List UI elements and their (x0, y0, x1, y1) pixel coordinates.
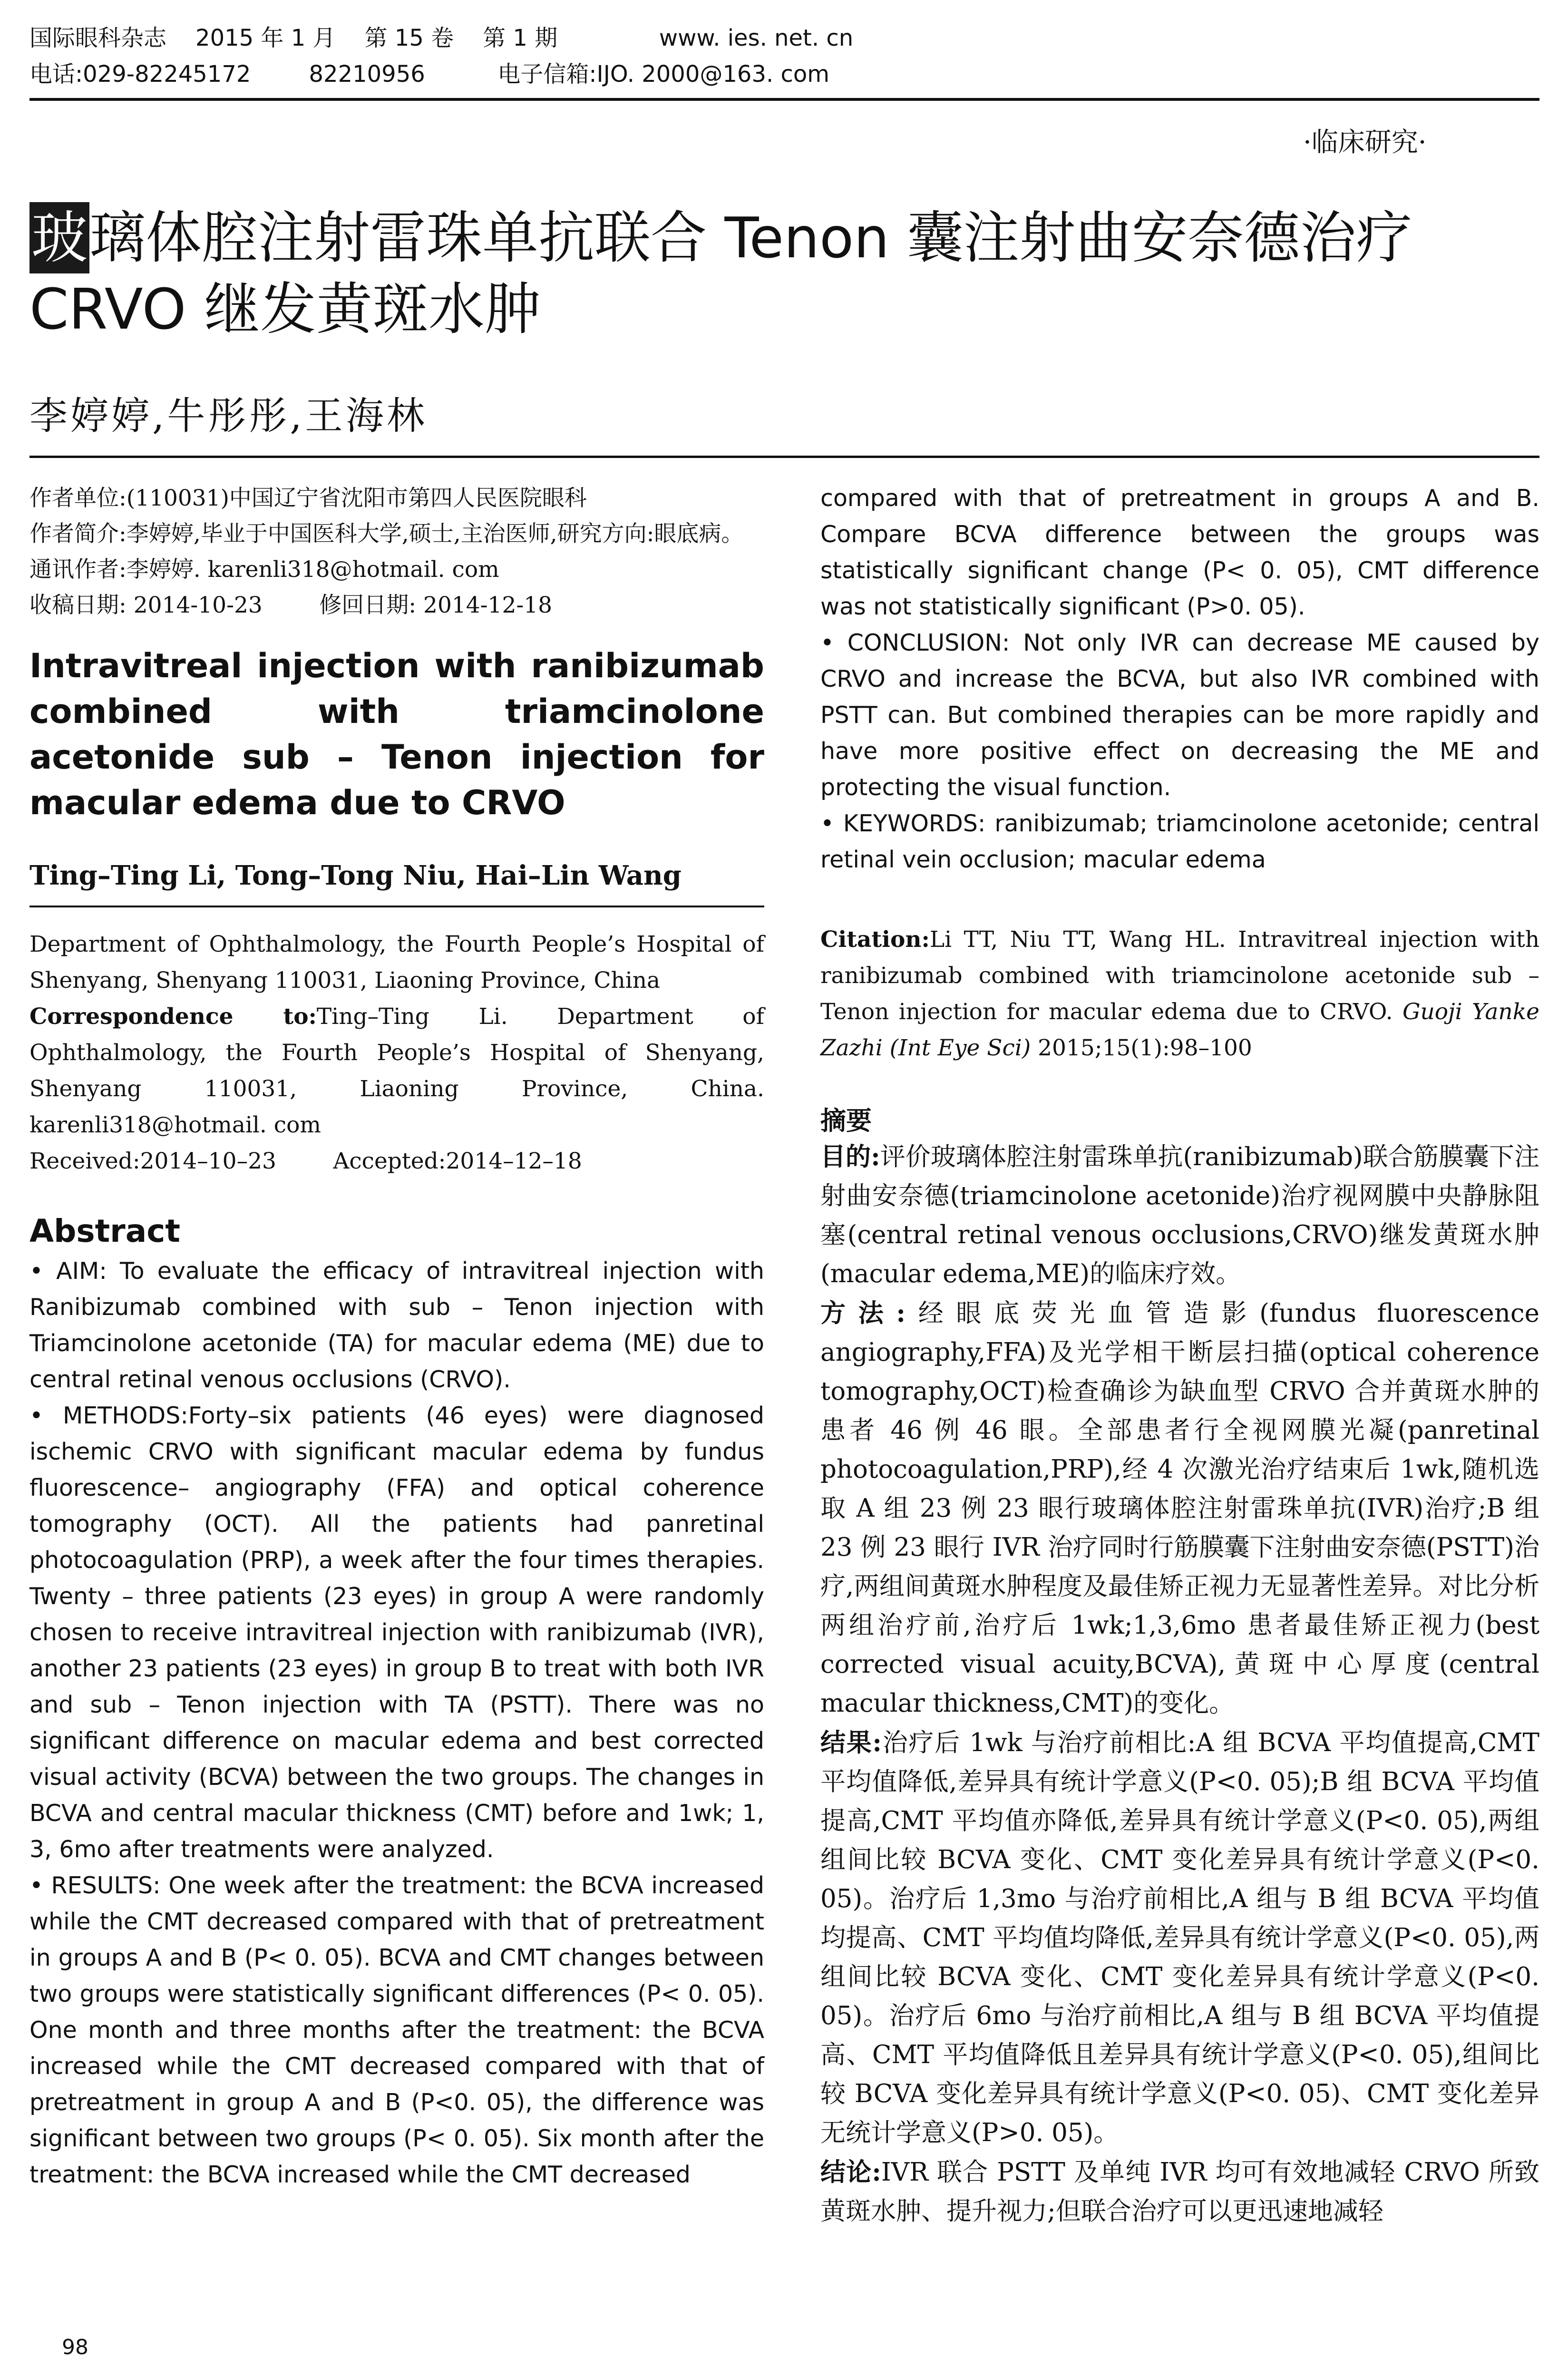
citation-label: Citation: (820, 926, 930, 953)
author-info (29, 480, 764, 623)
abstract-aim (29, 1253, 764, 1398)
zh-results-text: 治疗后 1wk 与治疗前相比:A 组 BCVA 平均值提高,CMT 平均值降低,差异具有统计学意义(P<0. 05);B 组 BCVA 平均值提高,CMT 平均值亦降低,差异具有统计学意义(P<0. 05),两组组间比较 BCVA 变化、CMT 变化差异具有统计学意义(P<0. 05)。治疗后 1,3mo 与治疗前相比,A 组与 B 组 BCVA 平均值均提高、CMT 平均值均降低,差异具有统计学意义(P<0. 05),两组间比较 BCVA 变化、CMT 变化差异具有统计学意义(P<0. 05)。治疗后 6mo 与治疗前相比,A 组与 B 组 BCVA 平均值提高、CMT 平均值降低且差异具有统计学意义(P<0. 05),组间比较 BCVA 变化差异具有统计学意义(P<0. 05)、CMT 变化差异无统计学意义(P>0. 05)。 (820, 1728, 1539, 2147)
zh-conclusion (820, 2153, 1539, 2231)
methods-text: Forty–six patients (46 eyes) were diagnosed ischemic CRVO with significant macular edema by fundus fluorescence– angiography (FFA) and optical coherence tomography (OCT). All the patients had panretinal photocoagulation (PRP), a week after the four times therapies. Twenty – three patients (23 eyes) in group A were randomly chosen to receive intravitreal injection with ranibizumab (IVR), another 23 patients (23 eyes) in group B to treat with both IVR and sub – Tenon injection with TA (PSTT). There was no significant difference on macular edema and best corrected visual activity (BCVA) between the two groups. The changes in BCVA and central macular thickness (CMT) before and 1wk; 1, 3, 6mo after treatments were analyzed. (29, 1402, 764, 1863)
left-column (29, 480, 764, 2193)
abstract-conclusion (820, 625, 1539, 806)
english-title: Intravitreal injection with ranibizumab combined with triamcinolone acetonide sub – Tenon injection for macular edema due to CRVO (29, 646, 764, 822)
results-text-left: One week after the treatment: the BCVA increased while the CMT decreased compared with that of pretreatment in groups A and B (P< 0. 05). BCVA and CMT changes between two groups were statistically significant differences (P< 0. 05). One month and three months after the treatment: the BCVA increased while the CMT decreased compared with that of pretreatment in group A and B (P<0. 05), the difference was significant between two groups (P< 0. 05). Six month after the treatment: the BCVA increased while the CMT decreased (29, 1872, 765, 2188)
authors-cn: 李婷婷,牛彤彤,王海林 (29, 394, 428, 438)
author-affiliation: 作者单位:(110031)中国辽宁省沈阳市第四人民医院眼科 (29, 485, 587, 511)
header-line-2: 电话:029-82245172 82210956 电子信箱:IJO. 2000@163. com (29, 61, 830, 88)
conclusion-text: Not only IVR can decrease ME caused by CRVO and increase the BCVA, but also IVR combined with PSTT can. But combined therapies can be more rapidly and have more positive effect on decreasing the ME and protecting the visual function. (820, 629, 1540, 801)
zh-results-label: 结果: (820, 1728, 882, 1757)
correspondence (29, 999, 764, 1143)
correspondence-label: Correspondence to: (29, 1003, 317, 1030)
citation-journal: Guoji Yanke Zazhi (Int Eye Sci) (820, 999, 1539, 1061)
zh-results (820, 1723, 1539, 2153)
article-title (29, 202, 1542, 345)
abstract-results-continued: compared with that of pretreatment in groups A and B. Compare BCVA difference between the groups was statistically significant change (P< 0. 05), CMT difference was not statistically significant (P>0. 05). (820, 485, 1539, 620)
methods-label: • METHODS: (29, 1402, 188, 1429)
received-dates-cn: 收稿日期: 2014-10-23 修回日期: 2014-12-18 (29, 592, 553, 618)
abstract-heading: Abstract (29, 1213, 180, 1249)
header-rule (29, 98, 1539, 101)
aim-text: To evaluate the efficacy of intravitreal injection with Ranibizumab combined with sub – Tenon injection with Triamcinolone acetonide (TA) for macular edema (ME) due to central retinal venous occlusions (CRVO). (29, 1257, 764, 1393)
title-text: 璃体腔注射雷珠单抗联合 Tenon 囊注射曲安奈德治疗 CRVO 继发黄斑水肿 (29, 205, 1412, 342)
citation-ref: 2015;15(1):98–100 (1038, 1035, 1252, 1061)
title-rule (29, 456, 1539, 458)
zh-methods-text: 经眼底荧光血管造影(fundus fluorescence angiography,FFA)及光学相干断层扫描(optical coherence tomography,OCT)检查确诊为缺血型 CRVO 合并黄斑水肿的患者 46 例 46 眼。全部患者行全视网膜光凝(panretinal photocoagulation,PRP),经 4 次激光治疗结束后 1wk,随机选取 A 组 23 例 23 眼行玻璃体腔注射雷珠单抗(IVR)治疗;B 组 23 例 23 眼行 IVR 治疗同时行筋膜囊下注射曲安奈德(PSTT)治疗,两组间黄斑水肿程度及最佳矫正视力无显著性差异。对比分析两组治疗前,治疗后 1wk;1,3,6mo 患者最佳矫正视力(best corrected visual acuity,BCVA),黄斑中心厚度(central macular thickness,CMT)的变化。 (820, 1299, 1539, 1718)
zh-abstract-heading: 摘要 (820, 1105, 872, 1136)
department-text: Department of Ophthalmology, the Fourth People’s Hospital of Shenyang, Shenyang 110031, Liaoning Province, China (29, 931, 764, 994)
corresponding-author: 通讯作者:李婷婷. karenli318@hotmail. com (29, 556, 499, 583)
conclusion-label: • CONCLUSION: (820, 629, 1010, 656)
zh-aim-text: 评价玻璃体腔注射雷珠单抗(ranibizumab)联合筋膜囊下注射曲安奈德(triamcinolone acetonide)治疗视网膜中央静脉阻塞(central retinal venous occlusions,CRVO)继发黄斑水肿(macular edema,ME)的临床疗效。 (820, 1142, 1539, 1288)
zh-methods-label: 方法: (820, 1298, 906, 1328)
journal-header (29, 20, 1538, 92)
results-label: • RESULTS: (29, 1872, 161, 1899)
english-authors: Ting–Ting Li, Tong–Tong Niu, Hai–Lin Wang (29, 860, 682, 891)
authors-rule (29, 906, 764, 907)
department (29, 926, 764, 1179)
header-line-1: 国际眼科杂志 2015 年 1 月 第 15 卷 第 1 期 www. ies. net. cn (29, 25, 854, 51)
zh-conclusion-text: IVR 联合 PSTT 及单纯 IVR 均可有效地减轻 CRVO 所致黄斑水肿、提升视力;但联合治疗可以更迅速地减轻 (820, 2158, 1539, 2226)
citation (820, 922, 1539, 1066)
zh-conclusion-label: 结论: (820, 2157, 881, 2187)
abstract-results (29, 1868, 764, 2193)
author-bio: 作者简介:李婷婷,毕业于中国医科大学,硕士,主治医师,研究方向:眼底病。 (29, 521, 744, 547)
abstract-methods (29, 1398, 764, 1868)
title-first-character: 玻 (29, 202, 89, 273)
zh-aim-label: 目的: (820, 1142, 880, 1171)
aim-label: • AIM: (29, 1257, 107, 1285)
right-column (820, 480, 1539, 2231)
citation-text: Li TT, Niu TT, Wang HL. Intravitreal injection with ranibizumab combined with triamcinolone acetonide sub – Tenon injection for macular edema due to CRVO. (820, 926, 1539, 1025)
zh-methods (820, 1294, 1539, 1723)
abstract-keywords (820, 806, 1539, 878)
keywords-label: • KEYWORDS: (820, 810, 986, 837)
zh-aim (820, 1137, 1539, 1294)
received-accepted: Received:2014–10–23 Accepted:2014–12–18 (29, 1148, 582, 1174)
correspondence-text: Ting–Ting Li. Department of Ophthalmology, the Fourth People’s Hospital of Shenyang, Shenyang 110031, Liaoning Province, China. karenli318@hotmail. com (29, 1003, 764, 1138)
keywords-text: ranibizumab; triamcinolone acetonide; central retinal vein occlusion; macular edema (820, 810, 1539, 873)
section-tag: ·临床研究· (1303, 127, 1427, 158)
page-number: 98 (62, 2335, 88, 2359)
